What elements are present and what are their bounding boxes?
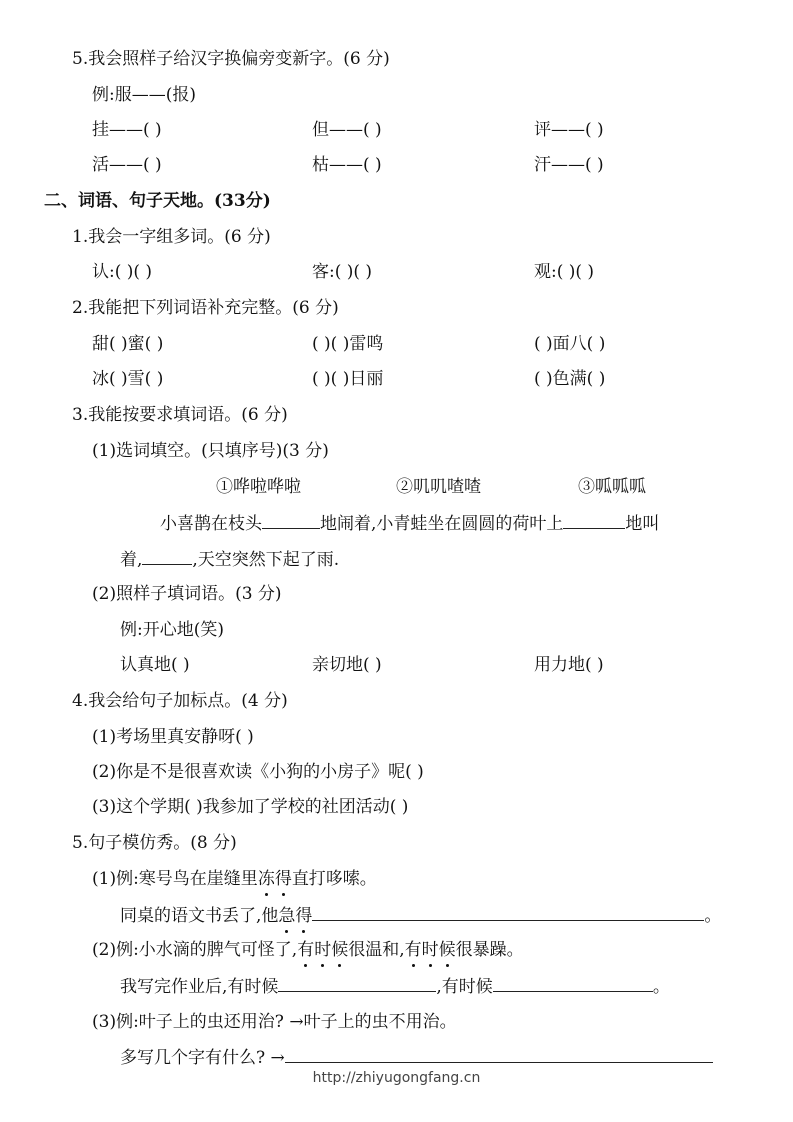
answer-blank[interactable] (142, 548, 192, 565)
sentence-text: 小喜鹊在枝头 (160, 514, 262, 534)
punctuation-item: (3)这个学期( )我参加了学校的社团活动( ) (92, 797, 409, 817)
example-line: 例:开心地(笑) (120, 620, 224, 640)
adverb-item: 认真地( ) (120, 655, 190, 675)
punctuation-item: (1)考场里真安静呀( ) (92, 727, 254, 747)
emphasis-char: 时 (314, 940, 332, 960)
adverb-item: 用力地( ) (534, 655, 604, 675)
word-option: ③呱呱呱 (578, 477, 646, 497)
punctuation-item: (2)你是不是很喜欢读《小狗的小房子》呢( ) (92, 762, 424, 782)
emphasis-char: 有 (404, 940, 422, 960)
question-2-title: 2.我能把下列词语补充完整。(6 分) (72, 298, 339, 318)
emphasis-char: 冻 (257, 869, 275, 889)
sentence-text: 地叫 (625, 514, 660, 534)
idiom-item: 甜( )蜜( ) (92, 334, 164, 354)
footer-url: http://zhiyugongfang.cn (312, 1070, 481, 1086)
question-3-title: 3.我能按要求填词语。(6 分) (72, 405, 288, 425)
radical-item: 挂——( ) (92, 120, 162, 140)
answer-blank[interactable] (563, 512, 625, 529)
example-line: 例:服——(报) (92, 85, 196, 105)
example-text: (1)例:寒号鸟在崖缝里 (92, 869, 258, 889)
imitation-example (92, 868, 377, 890)
imitation-example: (3)例:叶子上的虫还用治? →叶子上的虫不用治。 (92, 1012, 457, 1032)
answer-text: 。 (704, 906, 722, 926)
emphasis-char: 急 (278, 906, 296, 926)
idiom-item: ( )色满( ) (534, 369, 606, 389)
question-4-title: 4.我会给句子加标点。(4 分) (72, 691, 288, 711)
radical-item: 枯——( ) (312, 155, 382, 175)
radical-item: 评——( ) (534, 120, 604, 140)
answer-text: 。 (652, 977, 670, 997)
answer-line[interactable] (285, 1046, 713, 1063)
fill-sentence (160, 512, 659, 535)
example-text: 很温和, (348, 940, 405, 960)
radical-item: 但——( ) (312, 120, 382, 140)
imitation-answer (120, 1046, 713, 1069)
subquestion-title: (2)照样子填词语。(3 分) (92, 584, 282, 604)
emphasis-char: 得 (295, 906, 313, 926)
answer-text: 我写完作业后,有时候 (120, 977, 279, 997)
emphasis-char: 得 (274, 869, 292, 889)
answer-line[interactable] (278, 975, 436, 992)
idiom-item: ( )( )日丽 (312, 369, 384, 389)
word-group-item: 认:( )( ) (92, 262, 153, 282)
word-group-item: 客:( )( ) (312, 262, 373, 282)
emphasis-char: 候 (331, 940, 349, 960)
imitation-answer (120, 975, 670, 998)
question-1-title: 1.我会一字组多词。(6 分) (72, 227, 271, 247)
subquestion-title: (1)选词填空。(只填序号)(3 分) (92, 441, 329, 461)
idiom-item: ( )面八( ) (534, 334, 606, 354)
answer-text: ,有时候 (436, 977, 493, 997)
example-text: (2)例:小水滴的脾气可怪了, (92, 940, 298, 960)
radical-item: 活——( ) (92, 155, 162, 175)
sentence-text: 着, (120, 550, 143, 570)
radical-item: 汗——( ) (534, 155, 604, 175)
question-5-title: 5.我会照样子给汉字换偏旁变新字。(6 分) (72, 49, 390, 69)
word-group-item: 观:( )( ) (534, 262, 595, 282)
adverb-item: 亲切地( ) (312, 655, 382, 675)
answer-text: 同桌的语文书丢了,他 (120, 906, 279, 926)
sentence-text: 地闹着,小青蛙坐在圆圆的荷叶上 (320, 514, 564, 534)
word-option: ②叽叽喳喳 (396, 477, 481, 497)
answer-line[interactable] (493, 975, 653, 992)
idiom-item: ( )( )雷鸣 (312, 334, 384, 354)
sentence-text: ,天空突然下起了雨. (192, 550, 340, 570)
answer-blank[interactable] (262, 512, 320, 529)
imitation-answer (120, 904, 721, 927)
answer-text: 多写几个字有什么? → (120, 1048, 285, 1068)
emphasis-char: 候 (438, 940, 456, 960)
example-text: 很暴躁。 (455, 940, 524, 960)
fill-sentence (120, 548, 339, 571)
emphasis-char: 有 (297, 940, 315, 960)
emphasis-char: 时 (421, 940, 439, 960)
section-heading: 二、词语、句子天地。(33分) (44, 191, 271, 211)
word-option: ①哗啦哗啦 (216, 477, 301, 497)
question-5b-title: 5.句子模仿秀。(8 分) (72, 833, 237, 853)
imitation-example (92, 939, 524, 961)
answer-line[interactable] (312, 904, 704, 921)
example-text: 直打哆嗦。 (291, 869, 377, 889)
idiom-item: 冰( )雪( ) (92, 369, 164, 389)
